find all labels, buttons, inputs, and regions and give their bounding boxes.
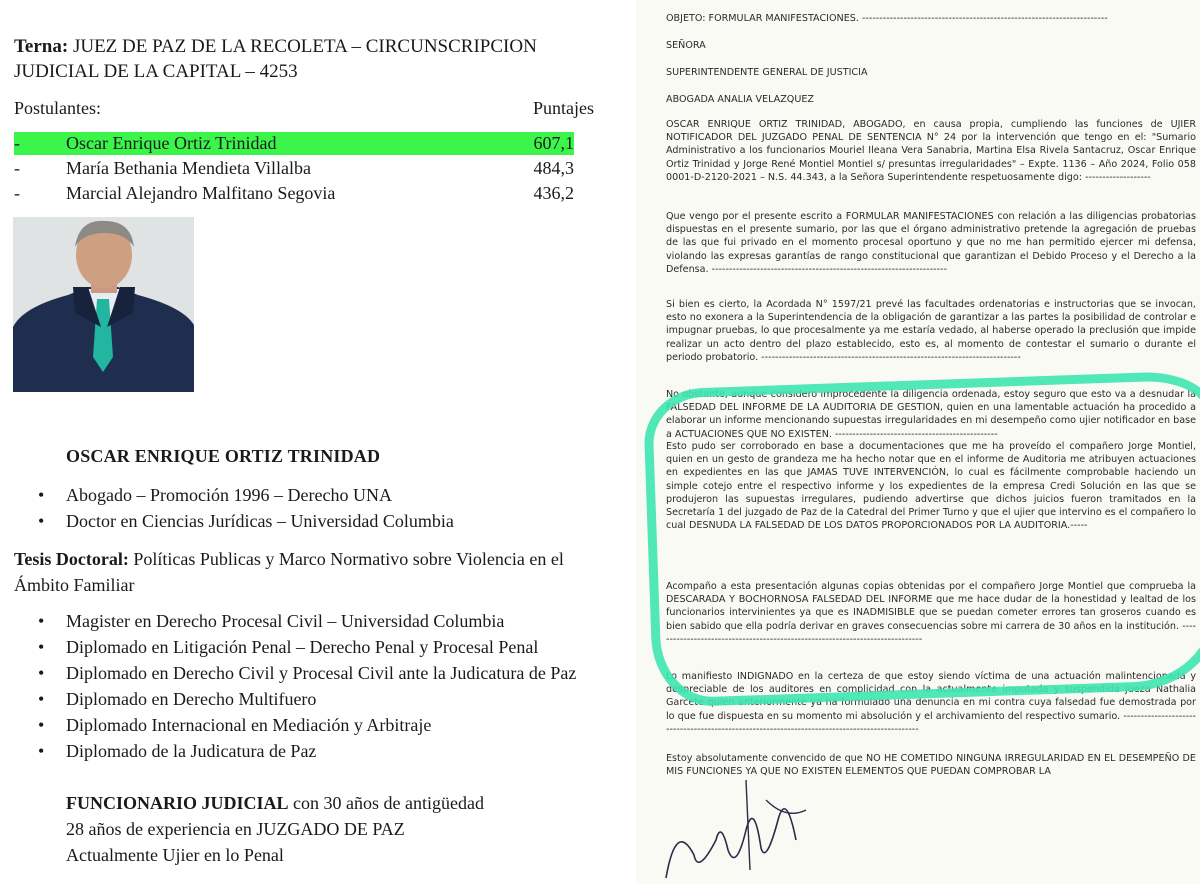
- candidate-name: Marcial Alejandro Malfitano Segovia: [66, 183, 336, 203]
- list-item: [14, 608, 576, 634]
- list-item: [14, 482, 454, 508]
- signature-scribble: [646, 760, 846, 884]
- objeto-line: OBJETO: FORMULAR MANIFESTACIONES. -----------------------------------------------------------------------: [666, 13, 1108, 24]
- legal-filing-photo: [636, 0, 1200, 884]
- list-item-text: Diplomado en Litigación Penal – Derecho Penal y Procesal Penal: [66, 637, 539, 657]
- paragraph-intro: OSCAR ENRIQUE ORTIZ TRINIDAD, ABOGADO, en causa propia, cumpliendo las funciones de UJIER NOTIFICADOR DEL JUZGADO PENAL DE SENTENCIA N° 24 por la intervención que tengo en el: "Sumario Administrativo a los funcionarios Mouriel Ileana Vera Sanabria, Martina Elsa Rivela Santacruz, Oscar Enrique Ortiz Trinidad y Jorge René Montiel Montiel s/ presuntas irregularidades" – Expte. 1136 – Año 2024, Folio 058 0001-D-2120-2021 – N.S. 44.343, a la Señora Superintendente respetuosamente digo: -------------------: [666, 119, 1196, 183]
- candidate-portrait: [13, 217, 194, 392]
- list-item: [14, 660, 576, 686]
- list-item: [14, 634, 576, 660]
- candidate-score: 484,3: [533, 158, 574, 178]
- terna-line1: JUEZ DE PAZ DE LA RECOLETA – CIRCUNSCRIPCION: [72, 36, 537, 57]
- funcionario-section: [66, 790, 484, 868]
- puntajes-label: Puntajes: [533, 98, 594, 118]
- terna-line2: JUDICIAL DE LA CAPITAL – 4253: [14, 61, 298, 82]
- bullet-icon: •: [38, 637, 45, 657]
- paragraph-indignado: Lo manifiesto INDIGNADO en la certeza de que estoy siendo víctima de una actuación malintencionada y despreciable de los auditores en complicidad con la actualmente imputada y suspendida jueza Nathalia Garcete quien anteriormente ya ha formulado una denuncia en mi contra cuya falsedad fue demostrada por lo que fue dispuesta en su momento mi absolución y el archivamiento del respectivo sumario. ----------------------------------------------------------------------------------------------: [666, 671, 1196, 735]
- paragraph-corroborado: Esto pudo ser corroborado en base a documentaciones que me ha proveído el compañero Jorge Montiel, quien en un gesto de grandeza me ha hecho notar que en el informe de Auditoria me atribuyen actuaciones en expedientes en las que JAMAS TUVE INTERVENCIÓN, lo cual es fácilmente comprobable haciendo un simple cotejo entre el respectivo informe y los expedientes de la empresa Credi Solución en las que se produjeron las supuestas irregulares, pudiendo advertirse que dichos juicios fueron tramitados en la Secretaría 1 del juzgado de Paz de la Catedral del Primer Turno y que el ujier que intervino es el compañero lo cual DESNUDA LA FALSEDAD DE LOS DATOS PROPORCIONADOS POR LA AUDITORIA.-----: [666, 441, 1196, 532]
- candidate-name: María Bethania Mendieta Villalba: [66, 158, 312, 178]
- candidate-name: Oscar Enrique Ortiz Trinidad: [66, 133, 277, 153]
- list-item: [14, 738, 576, 764]
- list-item-text: Abogado – Promoción 1996 – Derecho UNA: [66, 485, 392, 505]
- tesis-line2: Ámbito Familiar: [14, 575, 135, 595]
- list-item-text: Diplomado en Derecho Civil y Procesal Civil ante la Judicatura de Paz: [66, 663, 577, 683]
- paragraph-acompano: Acompaño a esta presentación algunas copias obtenidas por el compañero Jorge Montiel que comprueba la DESCARADA Y BOCHORNOSA FALSEDAD DEL INFORME que me hace dudar de la honestidad y lealtad de los funcionarios intervinientes ya que es INADMISIBLE que se puedan cometer errores tan groseros cuando es bien sabido que ella podría derivar en graves consecuencias sobre mi carrera de 30 años en la institución. ------------------------------------------------------------------------------: [666, 581, 1196, 645]
- bullet-icon: •: [38, 663, 45, 683]
- terna-label: Terna:: [14, 36, 69, 57]
- list-item: [14, 508, 454, 534]
- candidate-row: [14, 157, 574, 180]
- funcionario-years: con 30 años de antigüedad: [288, 793, 484, 813]
- funcionario-experience: 28 años de experiencia en JUZGADO DE PAZ: [66, 819, 405, 839]
- terna-heading: [14, 34, 640, 84]
- candidate-row: [14, 132, 574, 155]
- candidate-row: [14, 182, 574, 205]
- list-item-text: Magister en Derecho Procesal Civil – Universidad Columbia: [66, 611, 505, 631]
- bullet-icon: •: [38, 485, 45, 505]
- paragraph-falsedad: No obstante, aunque considero improcedente la diligencia ordenada, estoy seguro que esto va a desnudar la FALSEDAD DEL INFORME DE LA AUDITORIA DE GESTION, quien en una lamentable actuación ha procedido a elaborar un informe mencionando supuestas irregularidades en mi desempeño como ujier notificador en base a ACTUACIONES QUE NO EXISTEN. -----------------------------------------------: [666, 389, 1196, 440]
- candidate-dash: -: [14, 183, 20, 203]
- paragraph-formular: Que vengo por el presente escrito a FORMULAR MANIFESTACIONES con relación a las diligencias probatorias dispuestas en el presente sumario, por las que el órgano administrativo pretende la agregación de pruebas de las que fui privado en el momento procesal oportuno y que no me han permitido ejercer mi defensa, violando las expresas garantías de rango constitucional que garantizan el Debido Proceso y el Derecho a la Defensa. --------------------------------------------------------------------: [666, 211, 1196, 275]
- list-item: [14, 686, 576, 712]
- list-item-text: Diplomado en Derecho Multifuero: [66, 689, 317, 709]
- bullet-icon: •: [38, 689, 45, 709]
- paragraph-convencido: Estoy absolutamente convencido de que NO HE COMETIDO NINGUNA IRREGULARIDAD EN EL DESEMPEÑO DE MIS FUNCIONES YA QUE NO EXISTEN ELEMENTOS QUE PUEDAN COMPROBAR LA: [666, 753, 1196, 778]
- diplomas-list: [14, 608, 576, 764]
- credentials-list: [14, 482, 454, 534]
- postulantes-label: Postulantes:: [14, 98, 102, 118]
- funcionario-label: FUNCIONARIO JUDICIAL: [66, 793, 289, 813]
- list-item-text: Doctor en Ciencias Jurídicas – Universidad Columbia: [66, 511, 454, 531]
- candidate-dash: -: [14, 158, 20, 178]
- candidate-score: 607,1: [533, 133, 574, 153]
- addressee-title: SUPERINTENDENTE GENERAL DE JUSTICIA: [666, 67, 868, 78]
- tesis-doctoral: [14, 546, 564, 598]
- postulantes-header: [14, 98, 594, 119]
- profile-name: OSCAR ENRIQUE ORTIZ TRINIDAD: [66, 446, 381, 466]
- list-item-text: Diplomado de la Judicatura de Paz: [66, 741, 317, 761]
- candidate-score: 436,2: [533, 183, 574, 203]
- tesis-line1: Políticas Publicas y Marco Normativo sobre Violencia en el: [133, 549, 564, 569]
- bullet-icon: •: [38, 511, 45, 531]
- paragraph-acordada: Si bien es cierto, la Acordada N° 1597/21 prevé las facultades ordenatorias e instructorias que se invocan, esto no exonera a la Superintendencia de la obligación de garantizar a las partes la posibilidad de controlar e impugnar pruebas, lo que procesalmente ya me estaría vedado, al haberse operado la preclusión que impide realizar un acto dentro del plazo establecido, esto es, al momento de contestar el sumario o durante el periodo probatorio. ---------------------------------------------------------------------------: [666, 299, 1196, 363]
- bullet-icon: •: [38, 611, 45, 631]
- tesis-label: Tesis Doctoral:: [14, 549, 129, 569]
- addressee-senora: SEÑORA: [666, 40, 706, 51]
- list-item: [14, 712, 576, 738]
- candidate-dash: -: [14, 133, 20, 153]
- bullet-icon: •: [38, 715, 45, 735]
- funcionario-current-role: Actualmente Ujier en lo Penal: [66, 845, 284, 865]
- addressee-name: ABOGADA ANALIA VELAZQUEZ: [666, 94, 814, 105]
- bullet-icon: •: [38, 741, 45, 761]
- list-item-text: Diplomado Internacional en Mediación y Arbitraje: [66, 715, 432, 735]
